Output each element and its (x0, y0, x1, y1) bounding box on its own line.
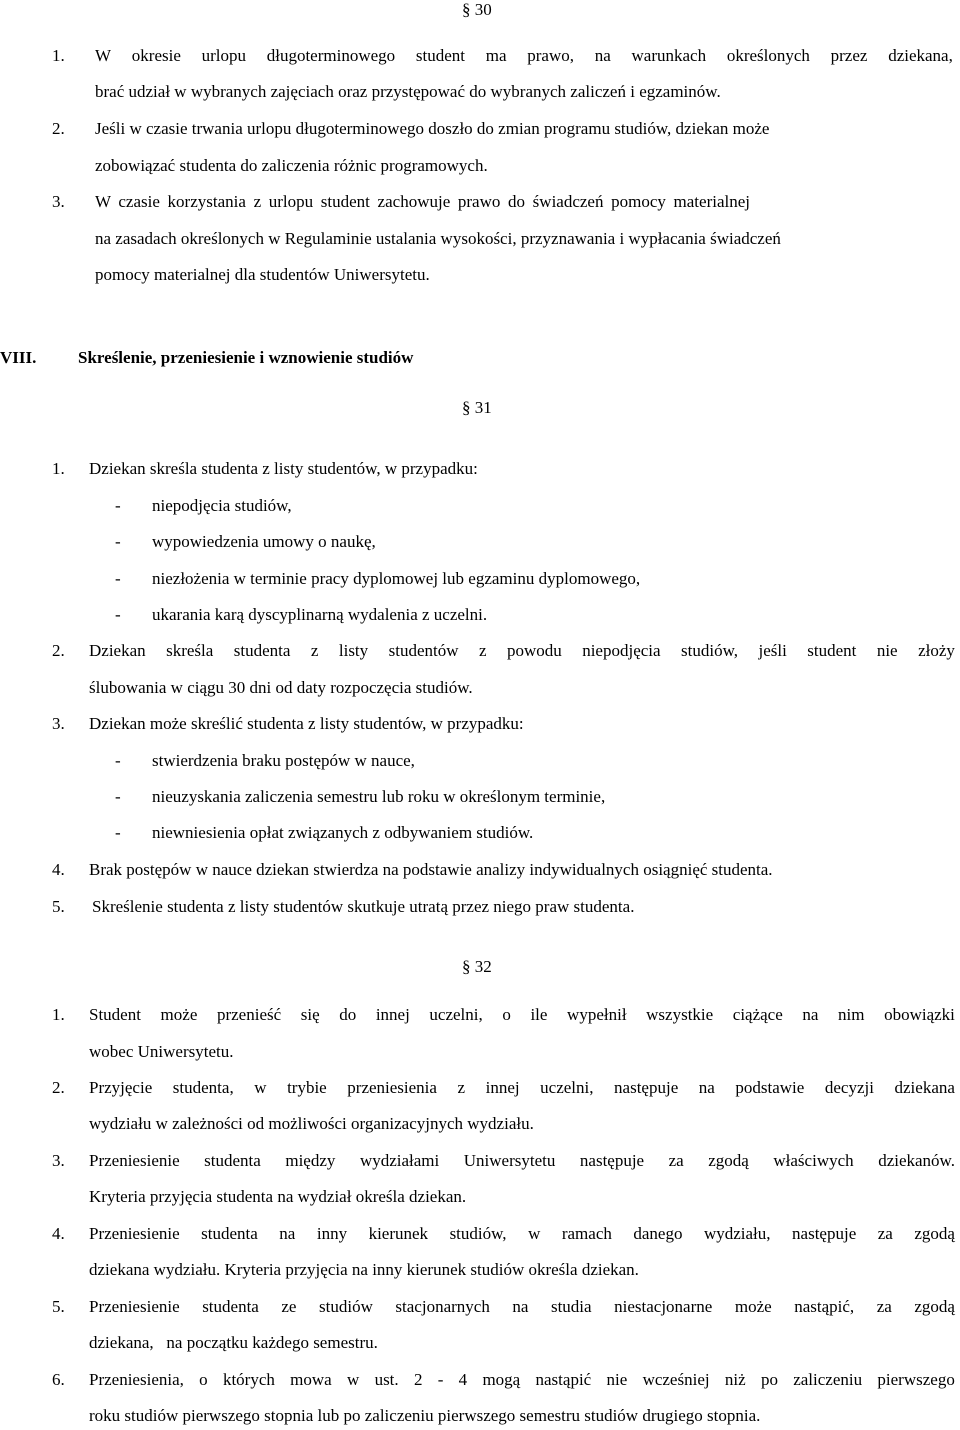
word: może (160, 1005, 198, 1024)
word: za (876, 1297, 892, 1316)
chapter-number: VIII. (0, 348, 37, 367)
word: między (285, 1151, 336, 1170)
paragraph-number: 2. (52, 1078, 65, 1097)
word: student (807, 641, 857, 660)
chapter-title: Skreślenie, przeniesienie i wznowienie studiów (78, 348, 414, 367)
paragraph-line (89, 641, 955, 661)
word: Student (89, 1005, 141, 1024)
word: urlopu (201, 46, 246, 65)
word: studentów (388, 641, 459, 660)
paragraph-number: 6. (52, 1370, 65, 1389)
word: długoterminowego (266, 46, 396, 65)
word: w (254, 1078, 267, 1097)
word: wcześniej (642, 1370, 710, 1389)
paragraph-number: 5. (52, 897, 65, 916)
word: mowa (290, 1370, 332, 1389)
word: - (437, 1370, 444, 1389)
word: do (339, 1005, 357, 1024)
word: o (502, 1005, 511, 1024)
paragraph-line (89, 1078, 955, 1098)
paragraph-line: pomocy materialnej dla studentów Uniwersytetu. (95, 265, 430, 284)
word: ciążące (732, 1005, 783, 1024)
word: decyzji (824, 1078, 874, 1097)
paragraph-number: 3. (52, 714, 65, 733)
word: 4 (458, 1370, 468, 1389)
word: ile (530, 1005, 548, 1024)
word: podstawie (735, 1078, 805, 1097)
word: których (222, 1370, 275, 1389)
word: na (594, 46, 611, 65)
word: obowiązki (884, 1005, 955, 1024)
paragraph-number: 4. (52, 1224, 65, 1243)
word: przeniesienia (347, 1078, 437, 1097)
word: Dziekan (89, 641, 146, 660)
word: ramach (561, 1224, 612, 1243)
word: warunkach (631, 46, 707, 65)
word: na (802, 1005, 819, 1024)
word: trybie (287, 1078, 327, 1097)
word: studenta (201, 1224, 258, 1243)
word: Przeniesienie (89, 1297, 180, 1316)
word: niepodjęcia (582, 641, 661, 660)
paragraph-line: dziekana wydziału. Kryteria przyjęcia na inny kierunek studiów określa dziekan. (89, 1260, 639, 1279)
word: powodu (506, 641, 562, 660)
paragraph-line: zobowiązać studenta do zaliczenia różnic programowych. (95, 156, 488, 175)
list-item: niewniesienia opłat związanych z odbywaniem studiów. (152, 823, 534, 842)
word: W (95, 46, 112, 65)
list-dash: - (115, 605, 121, 624)
word: niż (724, 1370, 746, 1389)
paragraph-number: 2. (52, 641, 65, 660)
word: listy (338, 641, 369, 660)
word: za (877, 1224, 893, 1243)
word: innej (485, 1078, 520, 1097)
word: Przyjęcie (89, 1078, 153, 1097)
paragraph-line: Brak postępów w nauce dziekan stwierdza na podstawie analizy indywidualnych osiągnięć studenta. (89, 860, 773, 879)
word: niestacjonarne (614, 1297, 713, 1316)
word: inny (316, 1224, 348, 1243)
paragraph-line (89, 1005, 955, 1025)
word: uczelni, (540, 1078, 594, 1097)
word: jeśli (758, 641, 787, 660)
word: Przeniesienie (89, 1151, 180, 1170)
paragraph-line: Kryteria przyjęcia studenta na wydział określa dziekan. (89, 1187, 467, 1206)
word: stacjonarnych (395, 1297, 490, 1316)
word: zgodą (914, 1224, 955, 1243)
word: w (528, 1224, 541, 1243)
paragraph-line: wobec Uniwersytetu. (89, 1042, 234, 1061)
word: Przeniesienie (89, 1224, 180, 1243)
word: dziekanów. (878, 1151, 955, 1170)
word: okresie (131, 46, 181, 65)
paragraph-line: dziekana, na początku każdego semestru. (89, 1333, 378, 1352)
word: następuje (792, 1224, 857, 1243)
word: Uniwersytetu (463, 1151, 556, 1170)
word: uczelni, (429, 1005, 483, 1024)
paragraph-line: Dziekan może skreślić studenta z listy studentów, w przypadku: (89, 714, 524, 733)
word: kierunek (368, 1224, 429, 1243)
word: z (478, 641, 487, 660)
paragraph-line: roku studiów pierwszego stopnia lub po zaliczeniu pierwszego semestru studiów drugiego stopnia. (89, 1406, 761, 1425)
word: nim (838, 1005, 865, 1024)
word: wydziału, (703, 1224, 771, 1243)
word: złoży (918, 641, 955, 660)
list-dash: - (115, 532, 121, 551)
word: zaliczeniu (793, 1370, 863, 1389)
paragraph-number: 1. (52, 1005, 65, 1024)
word: przenieść (216, 1005, 282, 1024)
paragraph-number: 2. (52, 119, 65, 138)
word: wypełnił (567, 1005, 627, 1024)
list-item: stwierdzenia braku postępów w nauce, (152, 751, 415, 770)
word: z (310, 641, 319, 660)
word: na (279, 1224, 296, 1243)
word: określonych (726, 46, 810, 65)
word: studia (550, 1297, 592, 1316)
paragraph-line (89, 1370, 955, 1390)
word: danego (633, 1224, 683, 1243)
word: innej (375, 1005, 410, 1024)
paragraph-line (89, 1151, 955, 1171)
section-31-marker: § 31 (462, 398, 492, 417)
word: o (199, 1370, 208, 1389)
word: w (347, 1370, 360, 1389)
paragraph-line: wydziału w zależności od możliwości organizacyjnych wydziału. (89, 1114, 534, 1133)
word: studiów, (681, 641, 739, 660)
word: prawo, (527, 46, 574, 65)
list-item: niezłożenia w terminie pracy dyplomowej lub egzaminu dyplomowego, (152, 569, 641, 588)
paragraph-line (89, 1297, 955, 1317)
word: z (457, 1078, 466, 1097)
word: zgodą (708, 1151, 749, 1170)
paragraph-line: na zasadach określonych w Regulaminie ustalania wysokości, przyznawania i wypłacania świadczeń (95, 229, 781, 248)
word: skreśla (166, 641, 214, 660)
word: po (760, 1370, 778, 1389)
paragraph-number: 1. (52, 46, 65, 65)
paragraph-number: 5. (52, 1297, 65, 1316)
word: wszystkie (646, 1005, 714, 1024)
word: następuje (579, 1151, 645, 1170)
paragraph-number: 3. (52, 192, 65, 211)
word: ma (485, 46, 507, 65)
list-item: nieuzyskania zaliczenia semestru lub roku w określonym terminie, (152, 787, 606, 806)
word: przez (830, 46, 868, 65)
word: następuje (614, 1078, 679, 1097)
word: pierwszego (877, 1370, 955, 1389)
word: wydziałami (359, 1151, 440, 1170)
word: na (512, 1297, 529, 1316)
paragraph-line: Skreślenie studenta z listy studentów skutkuje utratą przez niego praw studenta. (92, 897, 635, 916)
word: 2 (413, 1370, 423, 1389)
list-dash: - (115, 569, 121, 588)
paragraph-number: 3. (52, 1151, 65, 1170)
word: nastąpić, (794, 1297, 855, 1316)
word: nie (876, 641, 898, 660)
paragraph-line (95, 46, 953, 66)
paragraph-line: W czasie korzystania z urlopu student zachowuje prawo do świadczeń pomocy materialnej (95, 192, 750, 211)
list-item: niepodjęcia studiów, (152, 496, 292, 515)
list-dash: - (115, 787, 121, 806)
word: się (300, 1005, 320, 1024)
word: za (668, 1151, 684, 1170)
word: studiów, (449, 1224, 507, 1243)
word: ust. (374, 1370, 399, 1389)
word: ze (281, 1297, 297, 1316)
word: zgodą (914, 1297, 955, 1316)
paragraph-line: Jeśli w czasie trwania urlopu długoterminowego doszło do zmian programu studiów, dziekan może (95, 119, 770, 138)
word: Przeniesienia, (89, 1370, 184, 1389)
list-dash: - (115, 496, 121, 515)
word: student (415, 46, 465, 65)
list-dash: - (115, 751, 121, 770)
paragraph-number: 4. (52, 860, 65, 879)
word: studiów (319, 1297, 373, 1316)
paragraph-number: 1. (52, 459, 65, 478)
word: dziekana (894, 1078, 955, 1097)
word: mogą (482, 1370, 521, 1389)
word: dziekana, (888, 46, 953, 65)
word: nie (606, 1370, 628, 1389)
paragraph-line: Dziekan skreśla studenta z listy studentów, w przypadku: (89, 459, 478, 478)
word: może (734, 1297, 772, 1316)
list-dash: - (115, 823, 121, 842)
word: na (698, 1078, 715, 1097)
word: nastąpić (535, 1370, 592, 1389)
section-30-marker: § 30 (462, 0, 492, 19)
section-32-marker: § 32 (462, 957, 492, 976)
word: właściwych (773, 1151, 854, 1170)
word: studenta (233, 641, 291, 660)
word: studenta, (172, 1078, 234, 1097)
word: studenta (202, 1297, 259, 1316)
paragraph-line (89, 1224, 955, 1244)
list-item: ukarania karą dyscyplinarną wydalenia z uczelni. (152, 605, 488, 624)
paragraph-line: ślubowania w ciągu 30 dni od daty rozpoczęcia studiów. (89, 678, 473, 697)
paragraph-line: brać udział w wybranych zajęciach oraz przystępować do wybranych zaliczeń i egzaminów. (95, 82, 721, 101)
list-item: wypowiedzenia umowy o naukę, (152, 532, 376, 551)
word: studenta (204, 1151, 261, 1170)
